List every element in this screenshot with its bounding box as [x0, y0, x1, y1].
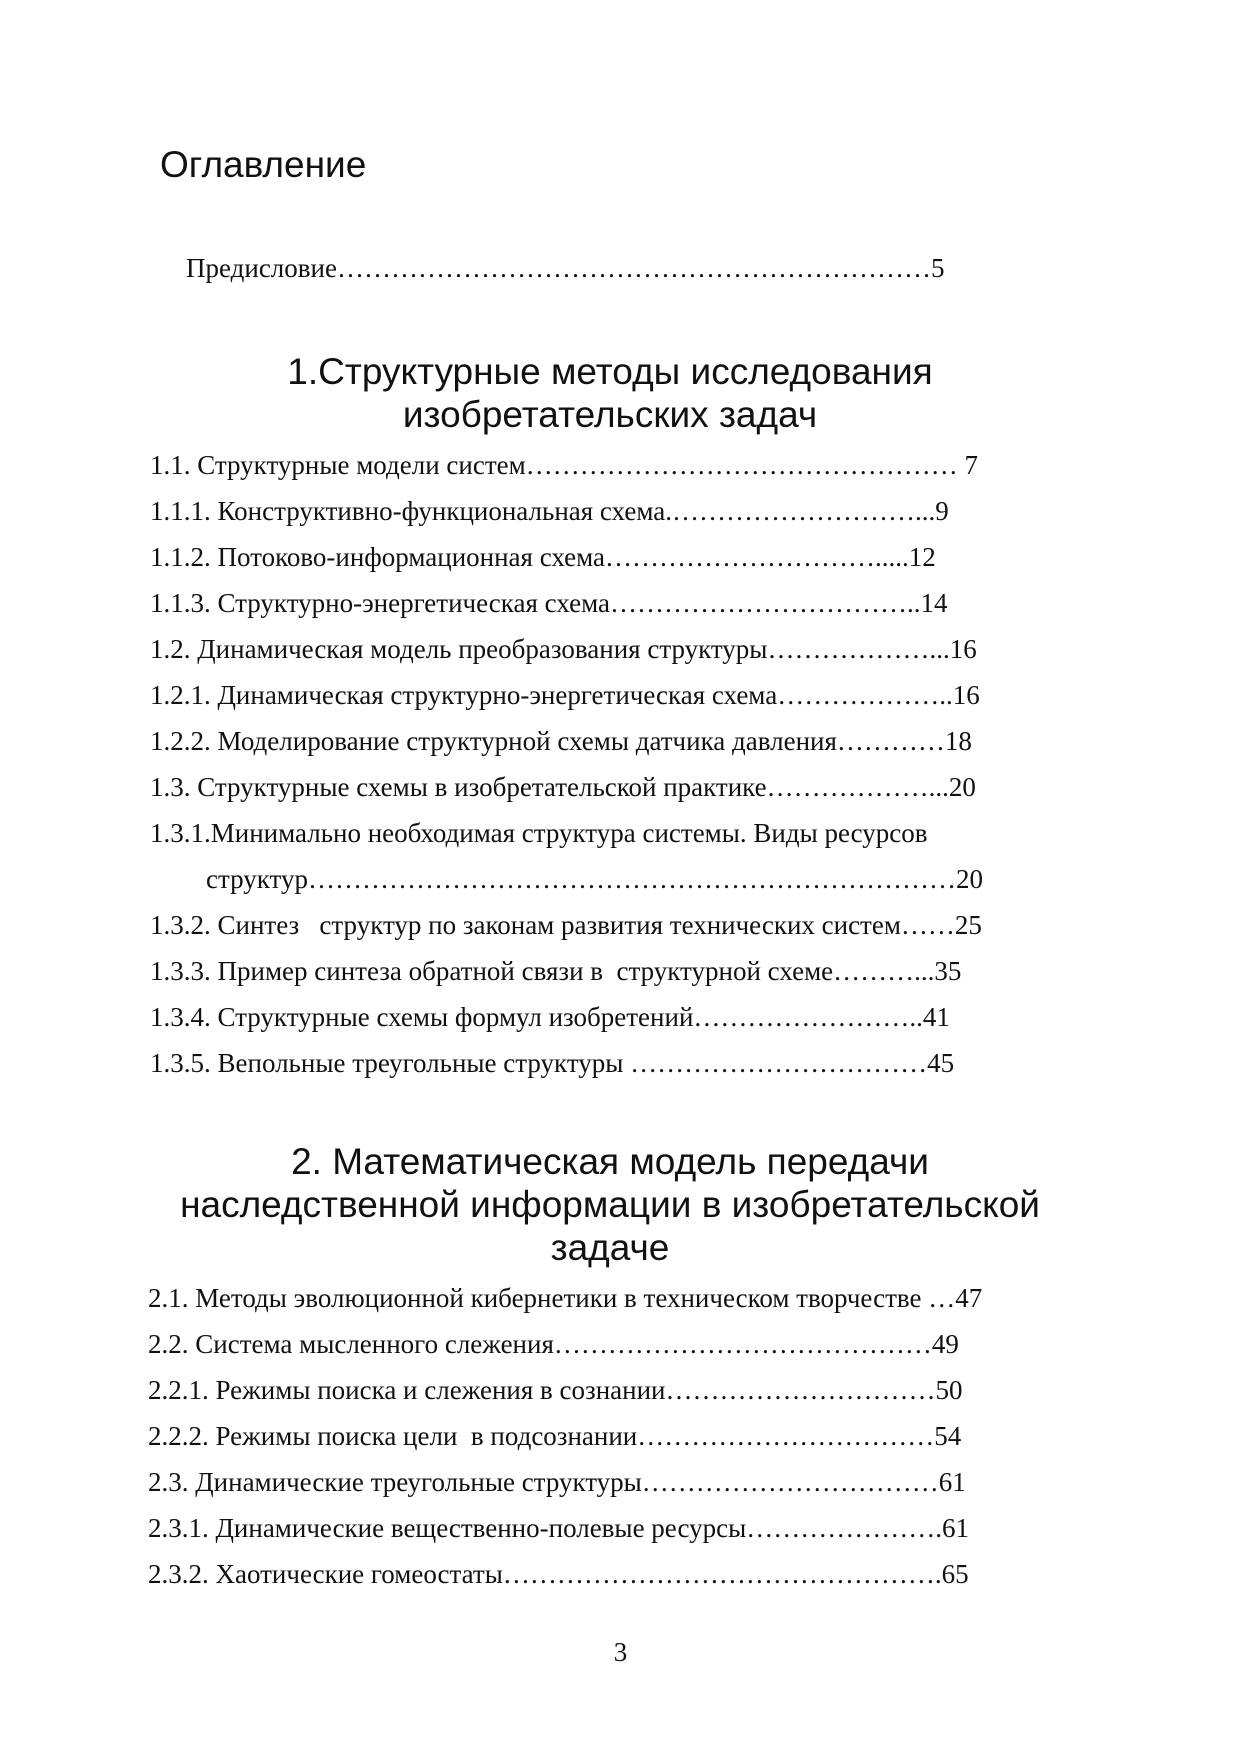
- toc-entry[interactable]: 1.1. Структурные модели систем………………………………………… 7: [150, 450, 978, 480]
- toc-entry[interactable]: 1.1.3. Структурно-энергетическая схема……………………………..14: [150, 588, 948, 618]
- toc-entry[interactable]: 1.3. Структурные схемы в изобретательской практике………………...20: [150, 772, 976, 802]
- toc-entry-preface[interactable]: Предисловие…………………………………………………………5: [186, 253, 945, 283]
- toc-entry[interactable]: 1.2. Динамическая модель преобразования структуры………………...16: [150, 634, 977, 664]
- toc-entry[interactable]: 1.3.3. Пример синтеза обратной связи в структурной схеме………...35: [150, 956, 962, 986]
- toc-entry[interactable]: 1.1.2. Потоково-информационная схема………………………….....12: [150, 542, 936, 572]
- toc-entry[interactable]: 2.2.1. Режимы поиска и слежения в сознании…………………………50: [148, 1375, 963, 1405]
- chapter-1-heading-line2: изобретательских задач: [402, 394, 818, 435]
- chapter-2-heading: [140, 1140, 1080, 1269]
- toc-entry[interactable]: 1.3.4. Структурные схемы формул изобретений……………………..41: [150, 1002, 950, 1032]
- toc-entry[interactable]: 1.2.1. Динамическая структурно-энергетическая схема………………..16: [150, 680, 980, 710]
- toc-entry[interactable]: 2.3.2. Хаотические гомеостаты………………………………………….65: [148, 1559, 969, 1589]
- toc-entry[interactable]: 2.3. Динамические треугольные структуры……………………………61: [148, 1467, 966, 1497]
- chapter-2-heading-line1: 2. Математическая модель передачи: [291, 1141, 929, 1182]
- toc-entry[interactable]: 2.3.1. Динамические вещественно-полевые ресурсы………………….61: [148, 1513, 969, 1543]
- toc-entry[interactable]: 2.2.2. Режимы поиска цели в подсознании……………………………54: [148, 1421, 962, 1451]
- chapter-2-heading-line3: задаче: [550, 1227, 670, 1268]
- toc-entry[interactable]: 2.1. Методы эволюционной кибернетики в техническом творчестве …47: [148, 1283, 983, 1313]
- toc-entry-continuation[interactable]: структур………………………………………………………………20: [206, 864, 983, 894]
- page-title: Оглавление: [160, 144, 367, 185]
- toc-entry[interactable]: 1.3.2. Синтез структур по законам развития технических систем……25: [150, 910, 982, 940]
- chapter-1-heading-line1: 1.Структурные методы исследования: [287, 351, 933, 392]
- chapter-1-heading: [140, 350, 1080, 436]
- chapter-2-heading-line2: наследственной информации в изобретательской: [180, 1184, 1040, 1225]
- page-number: 3: [613, 1637, 628, 1667]
- toc-entry[interactable]: 1.3.1.Минимально необходимая структура системы. Виды ресурсов: [150, 818, 928, 848]
- toc-entry[interactable]: 1.1.1. Конструктивно-функциональная схема.………………………...9: [150, 496, 949, 526]
- toc-entry[interactable]: 1.2.2. Моделирование структурной схемы датчика давления…………18: [150, 726, 972, 756]
- toc-entry[interactable]: 2.2. Система мысленного слежения……………………………………49: [148, 1329, 959, 1359]
- toc-entry[interactable]: 1.3.5. Вепольные треугольные структуры ……………………………45: [150, 1048, 955, 1078]
